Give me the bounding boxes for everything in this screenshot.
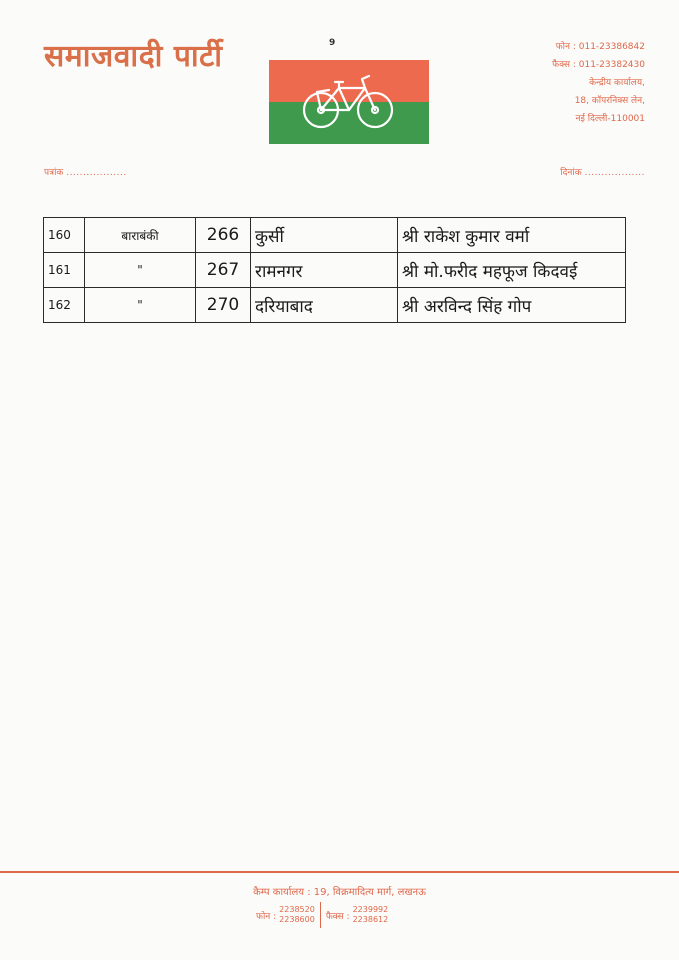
candidate-name: श्री अरविन्द सिंह गोप [398, 288, 626, 323]
reference-dots: .................. [66, 168, 127, 178]
constituency-name: दरियाबाद [251, 288, 398, 323]
candidate-table [43, 217, 626, 323]
footer-fax-numbers [353, 905, 389, 925]
district: बाराबंकी [85, 218, 196, 253]
footer-contacts [256, 902, 388, 928]
district: " [85, 253, 196, 288]
candidate-name: श्री राकेश कुमार वर्मा [398, 218, 626, 253]
serial-number: 161 [44, 253, 85, 288]
address-line: 18, कॉपरनिक्स लेन, [574, 96, 645, 106]
bicycle-icon [269, 60, 429, 144]
page-number: 9 [329, 38, 336, 48]
phone-line: फोन : 011-23386842 [555, 42, 645, 52]
footer-separator [320, 902, 321, 928]
party-name: समाजवादी पार्टी [44, 39, 223, 74]
party-flag [269, 60, 429, 144]
date-field [560, 165, 645, 178]
footer-divider [0, 871, 679, 873]
reference-field [44, 165, 127, 178]
footer-phone-numbers [279, 905, 315, 925]
reference-label: पत्रांक [44, 168, 64, 178]
table-row [44, 253, 626, 288]
candidate-name: श्री मो.फरीद महफूज किदवई [398, 253, 626, 288]
date-dots: .................. [584, 168, 645, 178]
constituency-name: रामनगर [251, 253, 398, 288]
constituency-number: 266 [196, 218, 251, 253]
constituency-name: कुर्सी [251, 218, 398, 253]
serial-number: 160 [44, 218, 85, 253]
footer-fax-label: फैक्स : [325, 911, 350, 922]
city-line: नई दिल्ली-110001 [575, 114, 645, 124]
office-line: केन्द्रीय कार्यालय, [589, 78, 645, 88]
footer-phone-2: 2238600 [279, 915, 315, 924]
serial-number: 162 [44, 288, 85, 323]
table-row [44, 218, 626, 253]
constituency-number: 267 [196, 253, 251, 288]
footer-fax-1: 2239992 [352, 905, 389, 914]
camp-office-address: कैम्प कार्यालय : 19, विक्रमादित्य मार्ग, लखनऊ [253, 887, 426, 898]
constituency-number: 270 [196, 288, 251, 323]
table-row [44, 288, 626, 323]
footer-fax-2: 2238612 [352, 915, 389, 924]
fax-line: फैक्स : 011-23382430 [552, 60, 645, 70]
footer-phone-label: फोन : [256, 911, 277, 922]
district: " [85, 288, 196, 323]
date-label: दिनांक [560, 168, 582, 178]
footer-phone-1: 2238520 [279, 905, 315, 914]
contact-block [552, 38, 645, 128]
